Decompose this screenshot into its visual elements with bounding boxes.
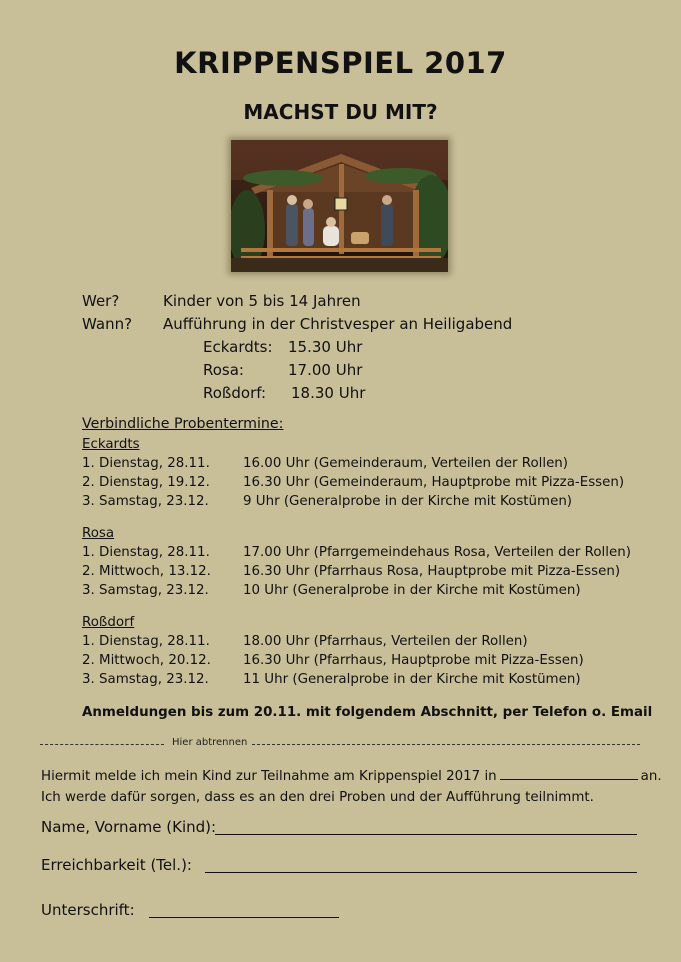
location-heading: Rosa [82, 526, 115, 541]
phone-label: Erreichbarkeit (Tel.): [41, 856, 192, 874]
rehearsal-detail: 11 Uhr (Generalprobe in der Kirche mit Kostümen) [243, 672, 581, 687]
performance-time: 17.00 Uhr [288, 361, 363, 379]
name-label: Name, Vorname (Kind): [41, 818, 217, 836]
when-label: Wann? [82, 315, 133, 333]
phone-input-line[interactable] [205, 872, 637, 873]
schedule-row [82, 651, 584, 670]
rehearsal-detail: 9 Uhr (Generalprobe in der Kirche mit Kostümen) [243, 494, 573, 509]
schedule-row [82, 473, 625, 492]
nativity-scene-photo [231, 140, 448, 272]
declaration-end: an. [640, 769, 662, 784]
signature-input-line[interactable] [149, 917, 339, 918]
when-value: Aufführung in der Christvesper an Heiligabend [163, 315, 513, 333]
cut-line [40, 737, 640, 751]
rehearsal-detail: 10 Uhr (Generalprobe in der Kirche mit Kostümen) [243, 583, 581, 598]
performance-place: Eckardts: [203, 338, 273, 356]
phone-field [41, 856, 192, 874]
name-field [41, 818, 216, 836]
signature-field [41, 901, 135, 919]
declaration-line-1 [41, 765, 662, 787]
cut-dash-left [40, 744, 164, 745]
performance-place: Roßdorf: [203, 384, 267, 402]
registration-note: Anmeldungen bis zum 20.11. mit folgendem Abschnitt, per Telefon o. Email [82, 705, 653, 720]
schedule-row [82, 454, 569, 473]
rehearsal-date: 1. Dienstag, 28.11. [82, 545, 210, 560]
rehearsal-date: 2. Dienstag, 19.12. [82, 475, 210, 490]
rehearsal-detail: 18.00 Uhr (Pfarrhaus, Verteilen der Rollen) [243, 634, 528, 649]
declaration-text: Hiermit melde ich mein Kind zur Teilnahme am Krippenspiel 2017 in [41, 769, 497, 784]
schedule-row [82, 543, 631, 562]
schedule-row [82, 632, 528, 651]
page-title: KRIPPENSPIEL 2017 [174, 46, 507, 80]
signature-label: Unterschrift: [41, 901, 135, 919]
rehearsal-date: 3. Samstag, 23.12. [82, 494, 209, 509]
rehearsal-detail: 17.00 Uhr (Pfarrgemeindehaus Rosa, Verteilen der Rollen) [243, 545, 631, 560]
schedule-row [82, 670, 581, 689]
schedule-heading: Verbindliche Probentermine: [82, 416, 284, 432]
rehearsal-date: 3. Samstag, 23.12. [82, 672, 209, 687]
location-heading: Roßdorf [82, 615, 135, 630]
schedule-row [82, 562, 621, 581]
rehearsal-detail: 16.00 Uhr (Gemeinderaum, Verteilen der Rollen) [243, 456, 569, 471]
schedule-row [82, 581, 581, 600]
rehearsal-schedule [82, 416, 631, 689]
performance-time: 18.30 Uhr [291, 384, 366, 402]
schedule-row [82, 492, 573, 511]
performance-time: 15.30 Uhr [288, 338, 363, 356]
location-blank-field[interactable] [500, 765, 638, 780]
rehearsal-date: 1. Dienstag, 28.11. [82, 456, 210, 471]
rehearsal-date: 2. Mittwoch, 20.12. [82, 653, 211, 668]
name-input-line[interactable] [215, 834, 637, 835]
rehearsal-date: 3. Samstag, 23.12. [82, 583, 209, 598]
who-label: Wer? [82, 292, 120, 310]
declaration-line-2: Ich werde dafür sorgen, dass es an den drei Proben und der Aufführung teilnimmt. [41, 790, 594, 805]
page-subtitle: MACHST DU MIT? [243, 100, 438, 124]
rehearsal-date: 2. Mittwoch, 13.12. [82, 564, 211, 579]
rehearsal-detail: 16.30 Uhr (Gemeinderaum, Hauptprobe mit Pizza-Essen) [243, 475, 625, 490]
who-value: Kinder von 5 bis 14 Jahren [163, 292, 361, 310]
nativity-scene-icon [231, 140, 448, 272]
rehearsal-detail: 16.30 Uhr (Pfarrhaus, Hauptprobe mit Pizza-Essen) [243, 653, 584, 668]
rehearsal-date: 1. Dienstag, 28.11. [82, 634, 210, 649]
cut-dash-right [252, 744, 640, 745]
location-heading: Eckardts [82, 437, 140, 452]
performance-place: Rosa: [203, 361, 244, 379]
cut-line-label: Hier abtrennen [172, 737, 248, 748]
rehearsal-detail: 16.30 Uhr (Pfarrhaus Rosa, Hauptprobe mit Pizza-Essen) [243, 564, 621, 579]
declaration [41, 765, 662, 808]
